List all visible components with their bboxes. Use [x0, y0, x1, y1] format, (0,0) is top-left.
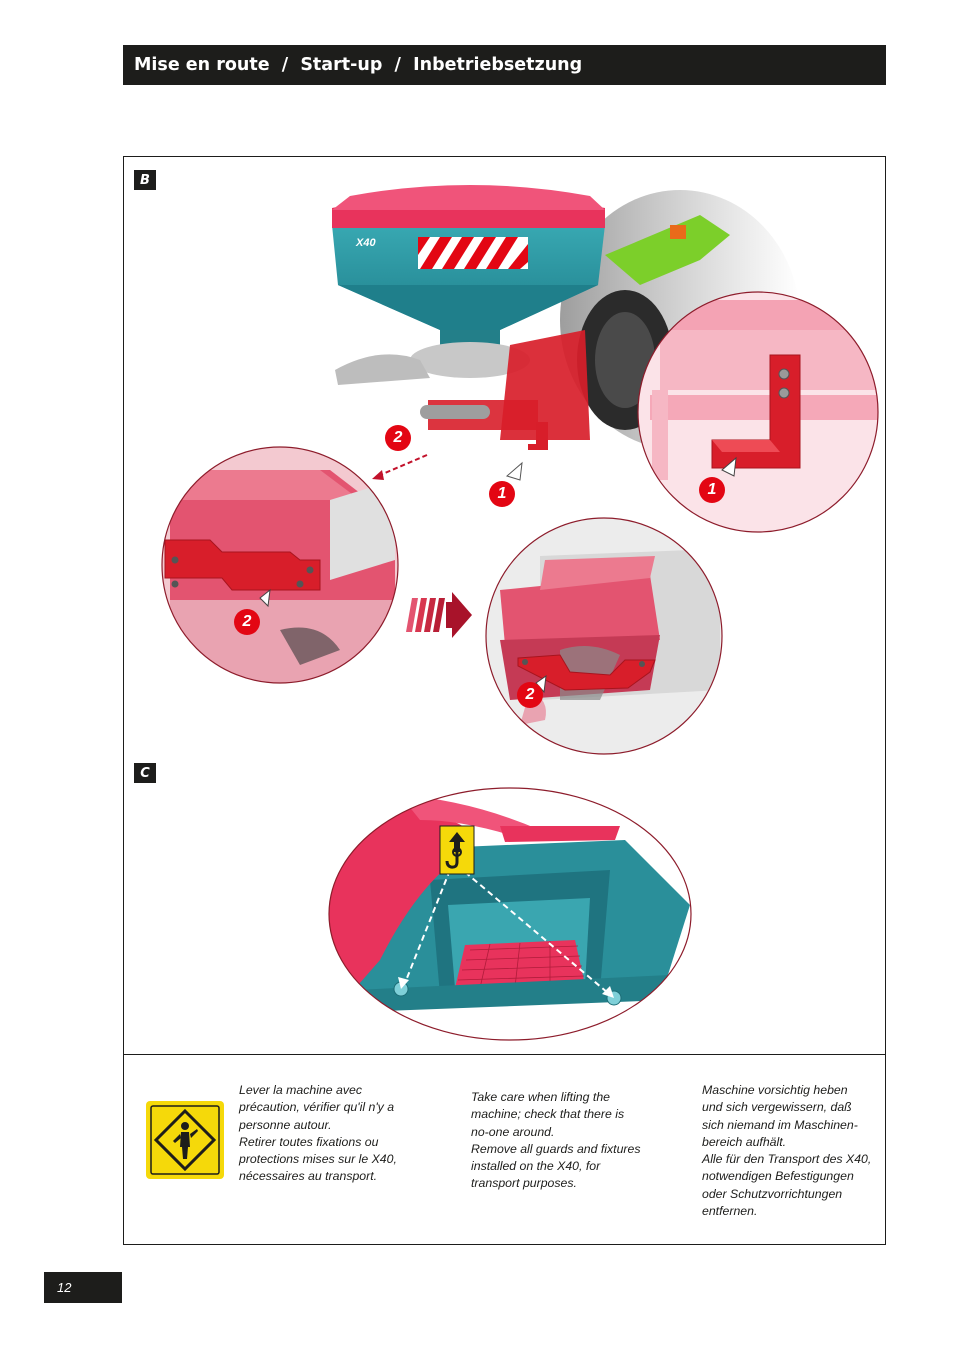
text-line: machine; check that there is: [471, 1107, 625, 1122]
callout-number: 2: [517, 682, 543, 708]
callout-number: 1: [699, 477, 725, 503]
text-line: personne autour.: [239, 1117, 332, 1132]
lifting-hook-icon: [440, 826, 474, 874]
text-line: Maschine vorsichtig heben: [702, 1083, 848, 1097]
text-line: Take care when lifting the: [471, 1090, 610, 1104]
text-line: protections mises sur le X40,: [239, 1152, 397, 1167]
text-line: nécessaires au transport.: [239, 1169, 378, 1184]
section-label-c: C: [134, 763, 156, 783]
text-french: [239, 1082, 397, 1186]
text-german: [702, 1082, 871, 1220]
callout-number: 2: [385, 425, 411, 451]
section-label-b: B: [134, 170, 156, 190]
callout-number: 2: [234, 609, 260, 635]
text-line: Retirer toutes fixations ou: [239, 1134, 379, 1149]
callout-number: 1: [489, 481, 515, 507]
direction-arrow: [406, 592, 472, 638]
text-line: Lever la machine avec: [239, 1083, 363, 1097]
text-line: sich niemand im Maschinen-: [702, 1117, 858, 1132]
text-line: entfernen.: [702, 1204, 758, 1219]
text-line: oder Schutzvorrichtungen: [702, 1186, 843, 1201]
text-line: Remove all guards and fixtures: [471, 1141, 641, 1156]
page-number: 12: [44, 1272, 122, 1303]
text-line: installed on the X40, for: [471, 1159, 601, 1174]
warning-person-icon: [146, 1101, 224, 1179]
text-english: [471, 1089, 641, 1193]
hopper-top-view: [329, 788, 691, 1040]
text-line: transport purposes.: [471, 1176, 577, 1191]
text-line: bereich aufhält.: [702, 1134, 787, 1149]
text-line: précaution, vérifier qu'il n'y a: [239, 1100, 395, 1115]
text-line: Alle für den Transport des X40,: [702, 1152, 872, 1167]
text-line: notwendigen Befestigungen: [702, 1169, 854, 1184]
detail-circle-middle: [486, 518, 722, 754]
text-line: und sich vergewissern, daß: [702, 1100, 852, 1115]
detail-circle-left: [160, 445, 400, 685]
page-title: Mise en route / Start-up / Inbetriebsetzung: [134, 55, 583, 75]
text-line: no-one around.: [471, 1124, 555, 1139]
machine-brand-label: X40: [356, 237, 376, 249]
